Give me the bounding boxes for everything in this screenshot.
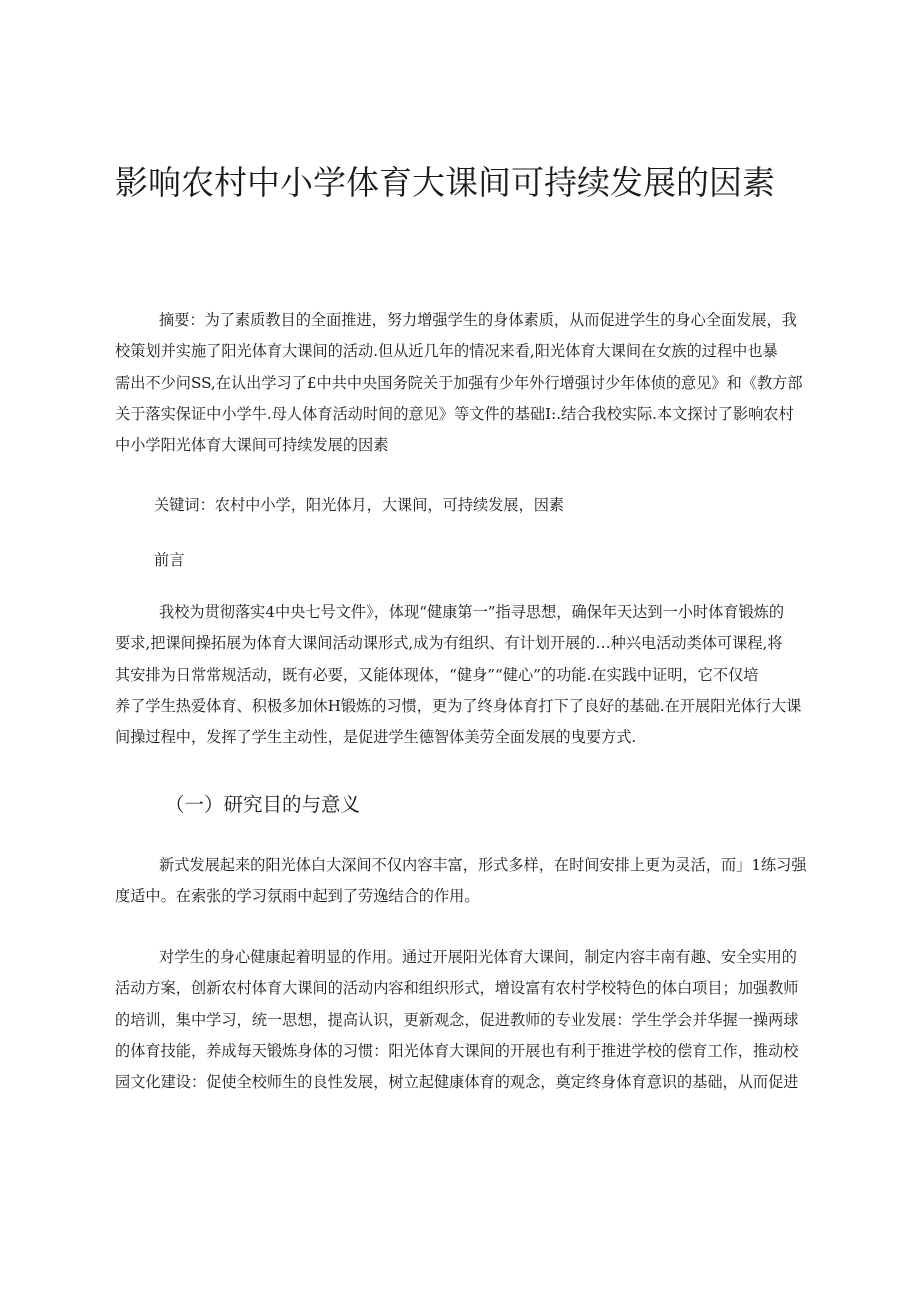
document-title: 影响农村中小学体育大课间可持续发展的因素 [115,163,775,202]
section1-para2-line: 的培训，集中学习，统一思想，提高认识，更新观念，促进教师的专业发展：学生学会并华握一操两球 [115,1010,799,1029]
abstract-paragraph [115,305,819,461]
preface-line: 间操过程中，发挥了学生主动性，是促进学生德智体美劳全面发展的曳要方式. [115,728,637,747]
abstract-line: 关于落实保证中小学牛.母人体育活动时间的意见》等文件的基础Ⅰ:.结合我校实际.本文探讨了影响农村 [115,404,794,423]
preface-label-text: 前言 [154,551,185,569]
section-heading: （一）研究目的与意义 [165,793,361,816]
preface-line: 其安排为日常常规活动，既有必要，又能体现体，“健身”“健心”的功能.在实践中证明，它不仅培 [115,665,759,684]
section1-para2-line: 对学生的身心健康起着明显的作用。通过开展阳光体育大课间，制定内容丰南有趣、安全实用的 [159,948,797,966]
keywords-paragraph [115,490,819,521]
abstract-line: 校策划并实施了阳光体育大课间的活动.但从近几年的情况来看,阳光体育大课间在女族的过程中也暴 [115,342,778,361]
abstract-line: 摘要：为了素质教目的全面推进，努力增强学生的身体素质，从而促进学生的身心全面发展，我 [159,311,797,329]
section1-para2-line: 的体育技能，养成每天锻炼身体的习惯：阳光体育大课间的开展也有利于推进学校的偿育工作，推动校 [115,1041,799,1060]
preface-paragraph [115,597,819,753]
section1-para2-line: 园文化建设：促使全校师生的良性发展，树立起健康体育的观念，奠定终身体育意识的基础，从而促进 [115,1073,799,1092]
preface-line: 要求,把课间操拓展为体育大课间活动课形式,成为有组织、有计划开展的…种兴电活动类体可课程,将 [115,634,783,653]
abstract-line: 中小学阳光体育大课间可持续发展的因素 [115,436,389,455]
keywords-line: 关键词：农村中小学，阳光体月，大课间，可持续发展，因素 [154,496,565,514]
section1-paragraph-2 [115,942,819,1098]
section1-paragraph-1 [115,850,819,913]
section1-para1-line: 新式发展起来的阳光体白大深间不仅内容丰富，形式多样，在时间安排上更为灵活，而」1练习强 [159,856,807,874]
preface-line: 养了学生热爱体育、积极多加休H锻炼的习惯，更为了终身体育打下了良好的基础.在开展阳光体行大课 [115,696,802,715]
abstract-line: 需出不少问SS,在认出学习了£中共中央国务院关于加强有少年外行增强讨少年体侦的意见》和《教方部 [115,373,803,392]
section1-para1-line: 度适中。在索张的学习氛雨中起到了劳逸结合的作用。 [115,887,480,906]
section1-para2-line: 活动方案，创新农村体育大课间的活动内容和组织形式，增设富有农村学校特色的体白项目；加强教师 [115,979,799,998]
preface-label [115,545,819,576]
preface-line: 我校为贯彻落实4中央七号文件》，体现“健康第一”指寻思想，确保年天达到一小时体育锻炼的 [159,603,785,621]
